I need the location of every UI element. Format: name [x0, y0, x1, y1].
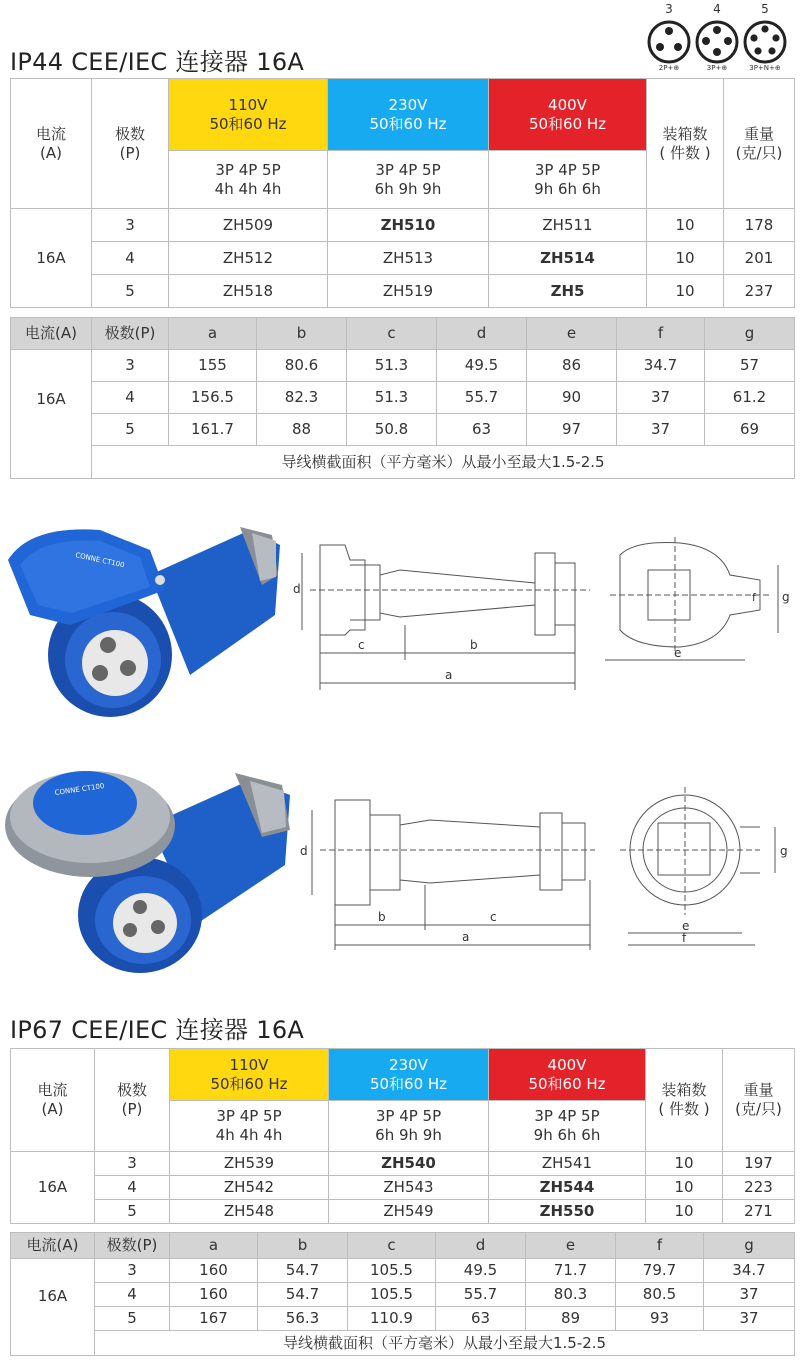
table-cell: ZH512 — [169, 242, 328, 275]
table-cell: ZH543 — [329, 1176, 489, 1200]
ip44-dim-table — [10, 317, 795, 479]
table-cell: ZH541 — [489, 1152, 646, 1176]
table-cell: 105.5 — [348, 1259, 436, 1283]
dim-header: g — [704, 1233, 795, 1259]
poles-230v: 3P 4P 5P 6h 9h 9h — [329, 1101, 489, 1152]
dim-header: b — [257, 318, 347, 350]
table-cell: 3 — [95, 1259, 170, 1283]
table-cell: 3 — [92, 209, 169, 242]
ip44-spec-table — [10, 78, 795, 308]
table-cell: ZH509 — [169, 209, 328, 242]
current-value: 16A — [11, 1259, 95, 1356]
dim-header: d — [437, 318, 527, 350]
dim-label-e: e — [682, 919, 690, 933]
header-current: 电流 (A) — [11, 79, 92, 209]
dim-header: 极数(P) — [95, 1233, 170, 1259]
table-cell: 97 — [527, 414, 617, 446]
wire-section-note: 导线横截面积（平方毫米）从最小至最大1.5-2.5 — [95, 1331, 795, 1356]
table-cell: 4 — [95, 1283, 170, 1307]
table-cell: 37 — [617, 414, 705, 446]
table-cell: 5 — [95, 1200, 170, 1224]
table-cell: 10 — [647, 242, 724, 275]
pin-4-icon — [697, 22, 737, 62]
table-cell: ZH539 — [170, 1152, 329, 1176]
table-cell: 271 — [723, 1200, 795, 1224]
table-cell: 5 — [92, 275, 169, 308]
dim-label-c: c — [358, 638, 365, 652]
table-cell: 86 — [527, 350, 617, 382]
poles-400v: 3P 4P 5P 9h 6h 6h — [489, 151, 647, 209]
table-cell: 10 — [646, 1200, 723, 1224]
table-cell: ZH540 — [329, 1152, 489, 1176]
pin-5-icon — [745, 22, 785, 62]
table-cell: 49.5 — [436, 1259, 526, 1283]
ip44-dimension-drawing — [290, 535, 800, 695]
dim-header: b — [258, 1233, 348, 1259]
dim-label-d: d — [293, 582, 301, 596]
table-cell: ZH549 — [329, 1200, 489, 1224]
table-cell: 167 — [170, 1307, 258, 1331]
dim-header: a — [170, 1233, 258, 1259]
table-cell: 4 — [92, 382, 169, 414]
table-cell: 80.6 — [257, 350, 347, 382]
dim-label-b: b — [378, 910, 386, 924]
table-cell: ZH510 — [328, 209, 489, 242]
pin-label-4: 3P+⊕ — [706, 64, 728, 72]
pin-number-4: 4 — [713, 2, 721, 16]
table-cell: ZH519 — [328, 275, 489, 308]
header-weight: 重量 (克/只) — [724, 79, 795, 209]
table-cell: ZH513 — [328, 242, 489, 275]
wire-section-note: 导线横截面积（平方毫米）从最小至最大1.5-2.5 — [92, 446, 795, 479]
pin-number-5: 5 — [761, 2, 769, 16]
table-cell: 55.7 — [437, 382, 527, 414]
table-cell: ZH518 — [169, 275, 328, 308]
pin-3-icon — [649, 22, 689, 62]
dim-header: g — [705, 318, 795, 350]
dim-label-e: e — [674, 646, 682, 660]
table-cell: ZH5 — [489, 275, 647, 308]
table-cell: 37 — [704, 1307, 795, 1331]
dim-header: c — [347, 318, 437, 350]
table-cell: 69 — [705, 414, 795, 446]
header-400v: 400V 50和60 Hz — [489, 1049, 646, 1101]
dim-label-a: a — [462, 930, 470, 944]
table-cell: 82.3 — [257, 382, 347, 414]
table-cell: 34.7 — [617, 350, 705, 382]
header-current: 电流 (A) — [11, 1049, 95, 1152]
pin-diagrams — [644, 2, 794, 76]
header-poles: 极数 (P) — [92, 79, 169, 209]
table-cell: 50.8 — [347, 414, 437, 446]
header-400v: 400V 50和60 Hz — [489, 79, 647, 151]
header-230v: 230V 50和60 Hz — [328, 79, 489, 151]
dim-header: a — [169, 318, 257, 350]
dim-header: e — [527, 318, 617, 350]
table-cell: 51.3 — [347, 350, 437, 382]
table-cell: 178 — [724, 209, 795, 242]
table-cell: 63 — [436, 1307, 526, 1331]
ip44-product-image — [0, 505, 290, 725]
dim-label-c: c — [490, 910, 497, 924]
table-cell: 10 — [647, 209, 724, 242]
table-cell: 93 — [616, 1307, 704, 1331]
dim-label-f: f — [752, 591, 756, 604]
poles-230v: 3P 4P 5P 6h 9h 9h — [328, 151, 489, 209]
table-cell: 201 — [724, 242, 795, 275]
table-cell: 54.7 — [258, 1283, 348, 1307]
ip67-product-image — [0, 755, 300, 975]
table-cell: 110.9 — [348, 1307, 436, 1331]
table-cell: 3 — [95, 1152, 170, 1176]
ip67-dim-table — [10, 1232, 795, 1356]
table-cell: 90 — [527, 382, 617, 414]
table-cell: 156.5 — [169, 382, 257, 414]
table-cell: 160 — [170, 1283, 258, 1307]
table-cell: 57 — [705, 350, 795, 382]
table-cell: 61.2 — [705, 382, 795, 414]
table-cell: 4 — [92, 242, 169, 275]
poles-110v: 3P 4P 5P 4h 4h 4h — [169, 151, 328, 209]
dim-label-g: g — [780, 844, 788, 858]
header-weight: 重量 (克/只) — [723, 1049, 795, 1152]
dim-label-g: g — [782, 590, 790, 604]
lid-label: CONNE CT100 — [74, 551, 126, 570]
table-cell: 10 — [646, 1152, 723, 1176]
ip67-spec-table — [10, 1048, 795, 1224]
ip44-title: IP44 CEE/IEC 连接器 16A — [10, 48, 305, 76]
dim-header: c — [348, 1233, 436, 1259]
dim-header: f — [616, 1233, 704, 1259]
table-cell: 34.7 — [704, 1259, 795, 1283]
table-cell: 80.3 — [526, 1283, 616, 1307]
table-cell: 197 — [723, 1152, 795, 1176]
dim-label-a: a — [445, 668, 453, 682]
ip67-title: IP67 CEE/IEC 连接器 16A — [10, 1016, 305, 1044]
dim-header: 电流(A) — [11, 318, 92, 350]
table-cell: 105.5 — [348, 1283, 436, 1307]
ip67-dimension-drawing — [290, 785, 800, 960]
table-cell: 5 — [95, 1307, 170, 1331]
header-box-qty: 装箱数 ( 件数 ) — [647, 79, 724, 209]
table-cell: 4 — [95, 1176, 170, 1200]
table-cell: 56.3 — [258, 1307, 348, 1331]
table-cell: 55.7 — [436, 1283, 526, 1307]
header-box-qty: 装箱数 ( 件数 ) — [646, 1049, 723, 1152]
table-cell: 37 — [617, 382, 705, 414]
current-value: 16A — [11, 1152, 95, 1224]
dim-label-d: d — [300, 844, 308, 858]
poles-400v: 3P 4P 5P 9h 6h 6h — [489, 1101, 646, 1152]
table-cell: ZH544 — [489, 1176, 646, 1200]
table-cell: 237 — [724, 275, 795, 308]
cap-label: CONNE CT100 — [54, 782, 105, 797]
dim-header: 极数(P) — [92, 318, 169, 350]
table-cell: ZH511 — [489, 209, 647, 242]
dim-header: d — [436, 1233, 526, 1259]
pin-label-3: 2P+⊕ — [658, 64, 680, 72]
table-cell: 5 — [92, 414, 169, 446]
table-cell: 160 — [170, 1259, 258, 1283]
header-110v: 110V 50和60 Hz — [170, 1049, 329, 1101]
dim-label-b: b — [470, 638, 478, 652]
pin-number-3: 3 — [665, 2, 673, 16]
current-value: 16A — [11, 209, 92, 308]
table-cell: 89 — [526, 1307, 616, 1331]
table-cell: 88 — [257, 414, 347, 446]
table-cell: 79.7 — [616, 1259, 704, 1283]
table-cell: 49.5 — [437, 350, 527, 382]
header-poles: 极数 (P) — [95, 1049, 170, 1152]
table-cell: ZH548 — [170, 1200, 329, 1224]
dim-header: f — [617, 318, 705, 350]
table-cell: 223 — [723, 1176, 795, 1200]
header-230v: 230V 50和60 Hz — [329, 1049, 489, 1101]
table-cell: 71.7 — [526, 1259, 616, 1283]
poles-110v: 3P 4P 5P 4h 4h 4h — [170, 1101, 329, 1152]
pin-label-5: 3P+N+⊕ — [749, 64, 781, 72]
table-cell: ZH542 — [170, 1176, 329, 1200]
table-cell: 10 — [647, 275, 724, 308]
table-cell: ZH514 — [489, 242, 647, 275]
table-cell: 63 — [437, 414, 527, 446]
table-cell: 37 — [704, 1283, 795, 1307]
dim-header: e — [526, 1233, 616, 1259]
current-value: 16A — [11, 350, 92, 479]
table-cell: ZH550 — [489, 1200, 646, 1224]
dim-header: 电流(A) — [11, 1233, 95, 1259]
header-110v: 110V 50和60 Hz — [169, 79, 328, 151]
table-cell: 54.7 — [258, 1259, 348, 1283]
table-cell: 161.7 — [169, 414, 257, 446]
table-cell: 51.3 — [347, 382, 437, 414]
table-cell: 80.5 — [616, 1283, 704, 1307]
table-cell: 3 — [92, 350, 169, 382]
table-cell: 10 — [646, 1176, 723, 1200]
table-cell: 155 — [169, 350, 257, 382]
dim-label-f: f — [682, 931, 687, 945]
